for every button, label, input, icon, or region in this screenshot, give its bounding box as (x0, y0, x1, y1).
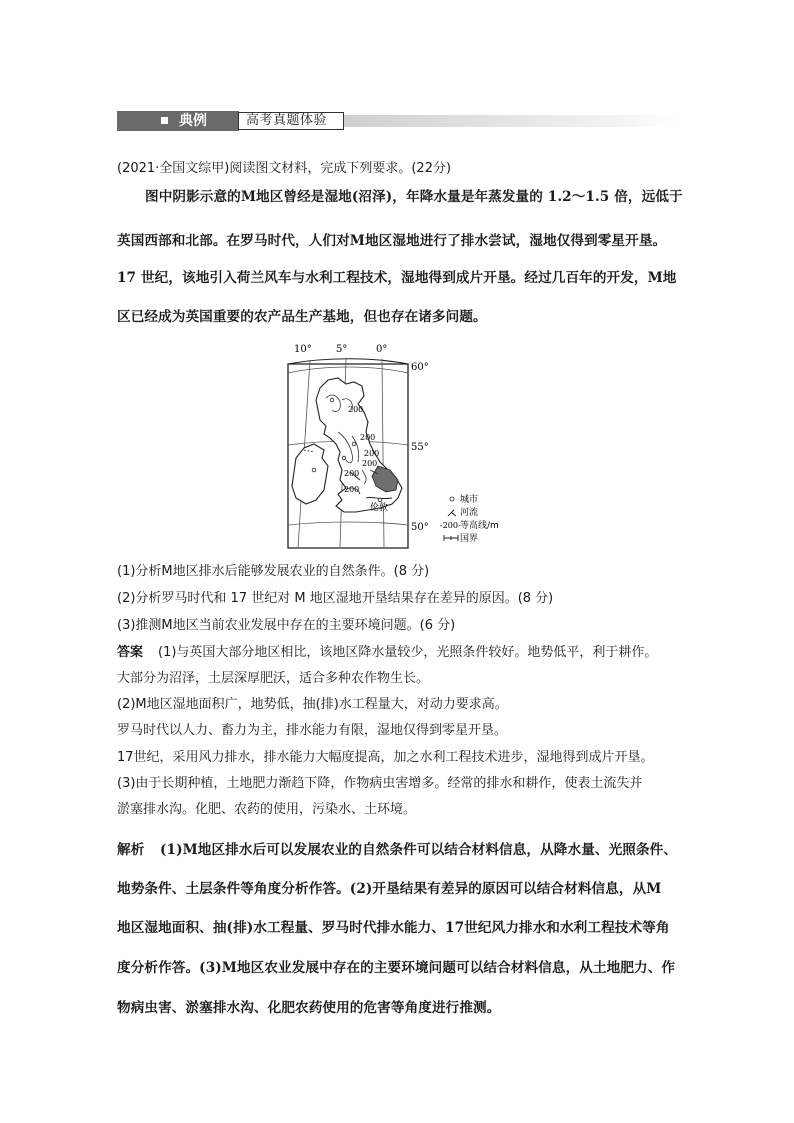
contour-label: 200 (348, 405, 364, 414)
sub-question-3: (3)推测M地区当前农业发展中存在的主要环境问题。(6 分) (117, 618, 456, 633)
section-banner (117, 111, 677, 131)
contour-icon: -200- (440, 521, 461, 530)
analysis-line: (1)M地区排水后可以发展农业的自然条件可以结合材料信息，从降水量、光照条件、 (160, 842, 678, 858)
answer-line: (2)M地区湿地面积广，地势低，抽(排)水工程量大，对动力要求高。 (117, 697, 508, 712)
material-line: 17 世纪，该地引入荷兰风车与水利工程技术，湿地得到成片开垦。经过几百年的开发，M地 (117, 270, 677, 286)
banner-title: 典例 (179, 113, 207, 129)
answer-line: 罗马时代以人力、畜力为主，排水能力有限，湿地仅得到零星开垦。 (117, 723, 508, 738)
legend-label-river: 河流 (460, 508, 479, 518)
city-icon (450, 497, 454, 501)
city-icon (352, 442, 356, 446)
uk-map-figure (280, 340, 499, 555)
city-icon (378, 498, 382, 502)
material-line: 英国西部和北部。在罗马时代，人们对M地区湿地进行了排水尝试，湿地仅得到零星开垦。 (117, 233, 667, 249)
analysis-line: 物病虫害、淤塞排水沟、化肥农药使用的危害等角度进行推测。 (117, 1000, 501, 1016)
contour-label: 200 (360, 433, 376, 442)
answer-line: 大部分为沼泽，土层深厚肥沃，适合多种农作物生长。 (117, 671, 430, 686)
sub-question-2: (2)分析罗马时代和 17 世纪对 M 地区湿地开垦结果存在差异的原因。(8 分) (117, 591, 554, 606)
map-legend (440, 493, 499, 544)
contour-label: 200 (344, 485, 360, 494)
analysis-line: 度分析作答。(3)M地区农业发展中存在的主要环境问题可以结合材料信息，从土地肥力、作 (117, 960, 676, 976)
map-top-curve (288, 359, 408, 364)
lat-label-60: 60° (411, 362, 429, 373)
lat-label-55: 55° (411, 442, 429, 453)
uk-map (280, 340, 499, 555)
analysis-line: 地区湿地面积、抽(排)水工程量、罗马时代排水能力、17世纪风力排水和水利工程技术等角 (117, 920, 670, 936)
answer-line: 淤塞排水沟。化肥、农药的使用，污染水、土环境。 (117, 802, 417, 817)
contour-label: 200 (364, 449, 380, 458)
legend-label-contour: 等高线/m (460, 521, 499, 531)
question-source: (2021·全国文综甲)阅读图文材料，完成下列要求。(22分) (117, 161, 452, 176)
lon-label-5: 5° (336, 344, 348, 355)
legend-label-city: 城市 (460, 495, 479, 505)
lat-label-50: 50° (411, 522, 429, 533)
city-icon (342, 456, 346, 460)
analysis-label: 解析 (117, 842, 145, 858)
banner-bar (117, 111, 239, 131)
answer-line: (1)与英国大部分地区相比，该地区降水量较少，光照条件较好。地势低平，利于耕作。 (158, 645, 658, 660)
banner-fade-bar (344, 115, 677, 127)
answer-line: 17世纪，采用风力排水，排水能力大幅度提高，加之水利工程技术进步，湿地得到成片开垦。 (117, 750, 654, 765)
square-bullet-icon (161, 117, 168, 124)
legend-label-border: 国界 (460, 534, 479, 544)
lon-label-0: 0° (376, 344, 388, 355)
material-line: 图中阴影示意的M地区曾经是湿地(沼泽)，年降水量是年蒸发量的 1.2～1.5 倍，远低于 (145, 189, 683, 205)
contour-label: 200 (362, 459, 378, 468)
answer-label: 答案 (117, 645, 144, 660)
contour-label: 200 (344, 469, 360, 478)
material-line: 区已经成为英国重要的农产品生产基地，但也存在诸多问题。 (117, 309, 487, 325)
answer-line: (3)由于长期种植，土地肥力渐趋下降，作物病虫害增多。经常的排水和耕作，使表土流失并 (117, 776, 643, 791)
analysis-line: 地势条件、土层条件等角度分析作答。(2)开垦结果有差异的原因可以结合材料信息，从M (117, 881, 662, 897)
city-icon (330, 398, 334, 402)
sub-question-1: (1)分析M地区排水后能够发展农业的自然条件。(8 分) (117, 564, 430, 579)
border-icon (444, 535, 458, 541)
lon-label-10: 10° (294, 344, 312, 355)
london-label: 伦敦 (370, 503, 389, 513)
banner-subtitle: 高考真题体验 (246, 113, 328, 128)
river-icon (448, 510, 456, 516)
city-icon (312, 468, 316, 472)
